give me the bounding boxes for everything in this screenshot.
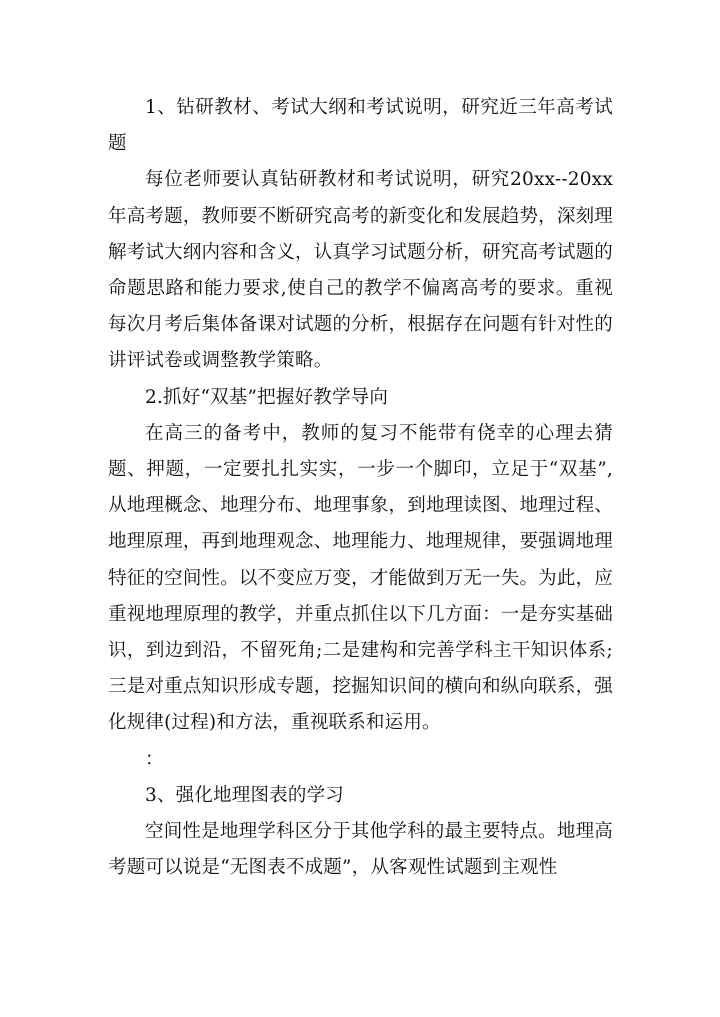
paragraph-3: 空间性是地理学科区分于其他学科的最主要特点。地理高考题可以说是“无图表不成题”，从客观性试题到主观性 [108, 821, 613, 879]
paragraph-2: 在高三的备考中，教师的复习不能带有侥幸的心理去猜题、押题，一定要扎扎实实，一步一个脚印，立足于“双基”,从地理概念、地理分布、地理事象，到地理读图、地理过程、地理原理，再到地理观念、地理能力、地理规律，要强调地理特征的空间性。以不变应万变，才能做到万无一失。为此，应重视地理原理的教学，并重点抓住以下几方面：一是夯实基础识，到边到沿，不留死角;二是建构和完善学科主干知识体系;三是对重点知识形成专题，挖掘知识间的横向和纵向联系，强化规律(过程)和方法，重视联系和运用。 [108, 422, 613, 734]
section-heading-2: 2.抓好“双基”把握好教学导向 [145, 386, 389, 408]
colon-line: ： [145, 748, 164, 770]
document-body [108, 90, 613, 886]
section-heading-1: 1、钻研教材、考试大纲和考试说明，研究近三年高考试题 [108, 97, 613, 155]
paragraph-1: 每位老师要认真钻研教材和考试说明，研究20xx--20xx年高考题，教师要不断研究高考的新变化和发展趋势，深刻理解考试大纲内容和含义，认真学习试题分析，研究高考试题的命题思路和能力要求,使自己的教学不偏离高考的要求。重视每次月考后集体备课对试题的分析，根据存在问题有针对性的讲评试卷或调整教学策略。 [108, 169, 613, 372]
section-heading-3: 3、强化地理图表的学习 [145, 784, 344, 806]
